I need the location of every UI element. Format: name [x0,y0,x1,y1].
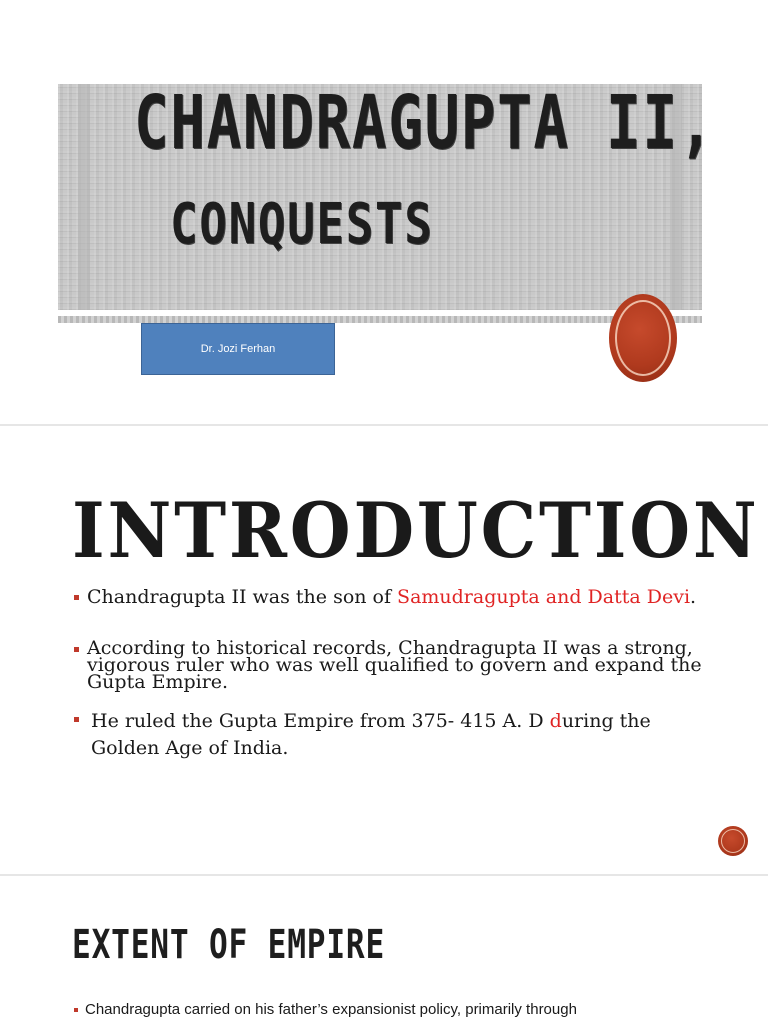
bullet-text: He ruled the Gupta Empire from 375- 415 A. D during the Golden Age of India. [91,710,651,759]
slide-divider [0,424,768,426]
bullet-square-icon [74,717,79,722]
slide-subtitle: CONQUESTS [170,192,434,257]
title-slide [0,0,768,420]
bullet-text: Chandragupta II was the son of Samudragupta and Datta Devi. [87,586,697,608]
highlighted-text: Samudragupta and Datta Devi [397,586,691,608]
author-name: Dr. Jozi Ferhan [200,343,276,355]
banner-texture [78,84,90,310]
bullet-square-icon [74,595,79,600]
ornament-circle-icon [718,826,748,856]
bullet-square-icon [74,647,79,652]
banner-underline [58,316,702,323]
author-box [141,323,335,375]
ornament-circle-icon [609,294,677,382]
bullet-text: According to historical records, Chandragupta II was a strong, vigorous ruler who was well qualified to govern and expand the Gupta Empire. [87,637,702,693]
bullet-square-icon [74,1008,78,1012]
introduction-heading: INTRODUCTION [72,486,760,575]
slide-title: CHANDRAGUPTA II, [134,80,715,166]
slide-divider [0,874,768,876]
highlighted-text: d [549,710,562,732]
bullet-text: Chandragupta carried on his father’s expansionist policy, primarily through [85,1001,577,1018]
extent-heading: EXTENT OF EMPIRE [72,922,386,968]
